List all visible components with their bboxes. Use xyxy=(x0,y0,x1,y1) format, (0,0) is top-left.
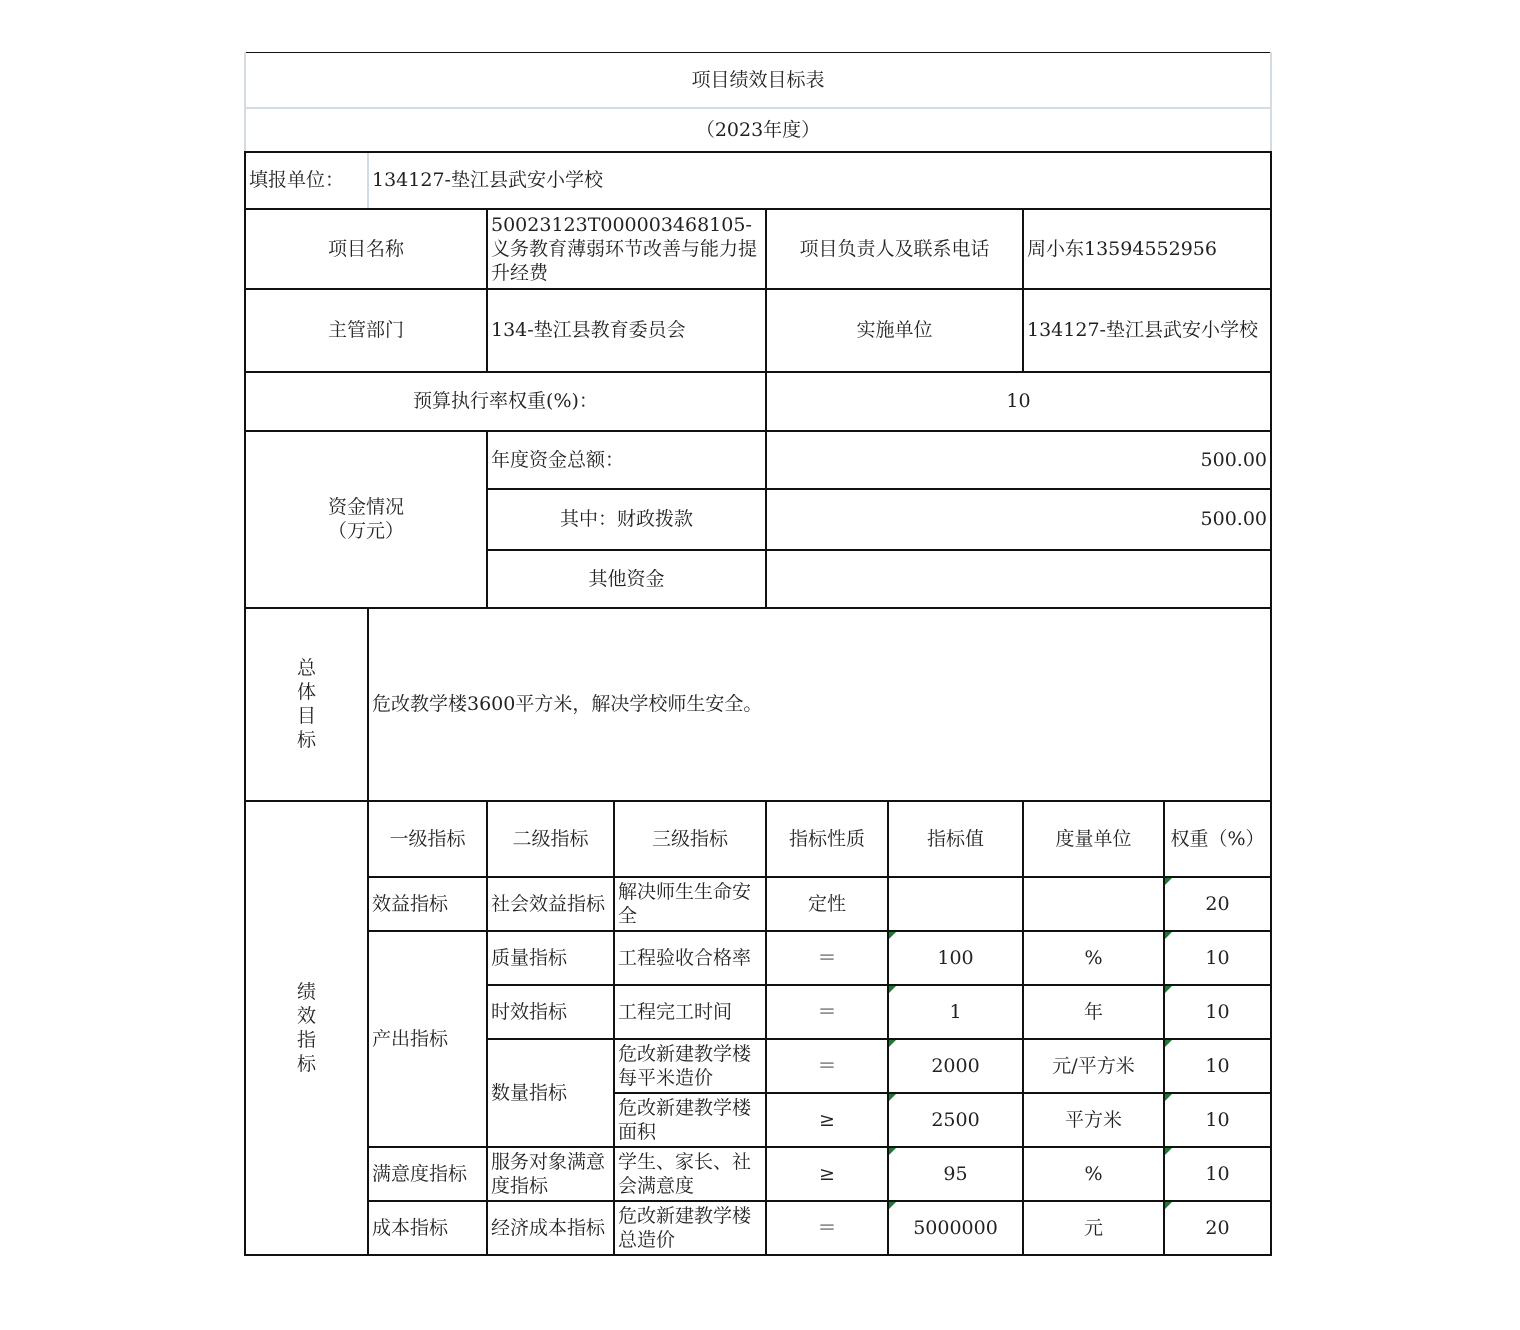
annual-total-value: 500.00 xyxy=(766,431,1271,489)
table-row xyxy=(245,1147,1271,1201)
level3-cell: 解决师生生命安全 xyxy=(614,877,766,931)
table-title: 项目绩效目标表 xyxy=(245,53,1271,108)
unit-cell xyxy=(1023,877,1164,931)
value-cell: 2500 xyxy=(888,1093,1023,1147)
level1-cell: 效益指标 xyxy=(368,877,487,931)
value-cell xyxy=(888,877,1023,931)
level2-cell: 服务对象满意度指标 xyxy=(487,1147,614,1201)
budget-rate-value: 10 xyxy=(766,372,1271,431)
unit-cell: % xyxy=(1023,1147,1164,1201)
header-unit: 度量单位 xyxy=(1023,801,1164,877)
other-funds-value xyxy=(766,550,1271,608)
overall-goal-label: 总体目标 xyxy=(245,608,368,801)
level2-cell: 数量指标 xyxy=(487,1039,614,1147)
level2-cell: 时效指标 xyxy=(487,985,614,1039)
impl-value: 134127-垫江县武安小学校 xyxy=(1023,289,1271,372)
table-row xyxy=(245,877,1271,931)
value-cell: 2000 xyxy=(888,1039,1023,1093)
unit-cell: 元/平方米 xyxy=(1023,1039,1164,1093)
value-cell: 5000000 xyxy=(888,1201,1023,1255)
contact-label: 项目负责人及联系电话 xyxy=(766,209,1023,289)
nature-cell: ≥ xyxy=(766,1093,888,1147)
value-cell: 95 xyxy=(888,1147,1023,1201)
year-subtitle: （2023年度） xyxy=(245,108,1271,152)
header-nature: 指标性质 xyxy=(766,801,888,877)
header-weight: 权重（%） xyxy=(1164,801,1271,877)
weight-cell: 20 xyxy=(1164,877,1271,931)
dept-label: 主管部门 xyxy=(245,289,487,372)
level3-cell: 工程完工时间 xyxy=(614,985,766,1039)
level1-cell: 产出指标 xyxy=(368,931,487,1147)
annual-total-label: 年度资金总额： xyxy=(487,431,766,489)
weight-cell: 10 xyxy=(1164,985,1271,1039)
impl-label: 实施单位 xyxy=(766,289,1023,372)
nature-cell: 定性 xyxy=(766,877,888,931)
performance-indicators-label: 绩效指标 xyxy=(245,801,368,1255)
nature-cell: ≥ xyxy=(766,1147,888,1201)
level3-cell: 学生、家长、社会满意度 xyxy=(614,1147,766,1201)
nature-cell: ＝ xyxy=(766,1201,888,1255)
contact-value: 周小东13594552956 xyxy=(1023,209,1271,289)
level1-cell: 成本指标 xyxy=(368,1201,487,1255)
funds-label-line2: （万元） xyxy=(327,520,404,542)
funds-label xyxy=(245,431,487,608)
header-level3: 三级指标 xyxy=(614,801,766,877)
unit-value: 134127-垫江县武安小学校 xyxy=(368,152,1271,209)
weight-cell: 10 xyxy=(1164,1147,1271,1201)
project-name-label: 项目名称 xyxy=(245,209,487,289)
fiscal-label: 其中：财政拨款 xyxy=(487,489,766,550)
dept-value: 134-垫江县教育委员会 xyxy=(487,289,766,372)
project-name-value: 50023123T000003468105-义务教育薄弱环节改善与能力提升经费 xyxy=(487,209,766,289)
level1-cell: 满意度指标 xyxy=(368,1147,487,1201)
level3-cell: 工程验收合格率 xyxy=(614,931,766,985)
level2-cell: 经济成本指标 xyxy=(487,1201,614,1255)
header-level2: 二级指标 xyxy=(487,801,614,877)
weight-cell: 10 xyxy=(1164,1093,1271,1147)
header-level1: 一级指标 xyxy=(368,801,487,877)
level2-cell: 质量指标 xyxy=(487,931,614,985)
nature-cell: ＝ xyxy=(766,1039,888,1093)
header-value: 指标值 xyxy=(888,801,1023,877)
performance-target-table xyxy=(244,52,1272,1256)
unit-cell: % xyxy=(1023,931,1164,985)
unit-cell: 平方米 xyxy=(1023,1093,1164,1147)
other-funds-label: 其他资金 xyxy=(487,550,766,608)
weight-cell: 20 xyxy=(1164,1201,1271,1255)
unit-cell: 元 xyxy=(1023,1201,1164,1255)
level2-cell: 社会效益指标 xyxy=(487,877,614,931)
budget-rate-label: 预算执行率权重(%)： xyxy=(245,372,766,431)
level3-cell: 危改新建教学楼总造价 xyxy=(614,1201,766,1255)
weight-cell: 10 xyxy=(1164,931,1271,985)
level3-cell: 危改新建教学楼每平米造价 xyxy=(614,1039,766,1093)
value-cell: 100 xyxy=(888,931,1023,985)
level3-cell: 危改新建教学楼面积 xyxy=(614,1093,766,1147)
unit-cell: 年 xyxy=(1023,985,1164,1039)
fiscal-value: 500.00 xyxy=(766,489,1271,550)
table-row xyxy=(245,931,1271,985)
unit-label: 填报单位： xyxy=(245,152,368,209)
funds-label-line1: 资金情况 xyxy=(327,496,404,518)
value-cell: 1 xyxy=(888,985,1023,1039)
table-row xyxy=(245,1201,1271,1255)
nature-cell: ＝ xyxy=(766,985,888,1039)
overall-goal-value: 危改教学楼3600平方米，解决学校师生安全。 xyxy=(368,608,1271,801)
weight-cell: 10 xyxy=(1164,1039,1271,1093)
nature-cell: ＝ xyxy=(766,931,888,985)
